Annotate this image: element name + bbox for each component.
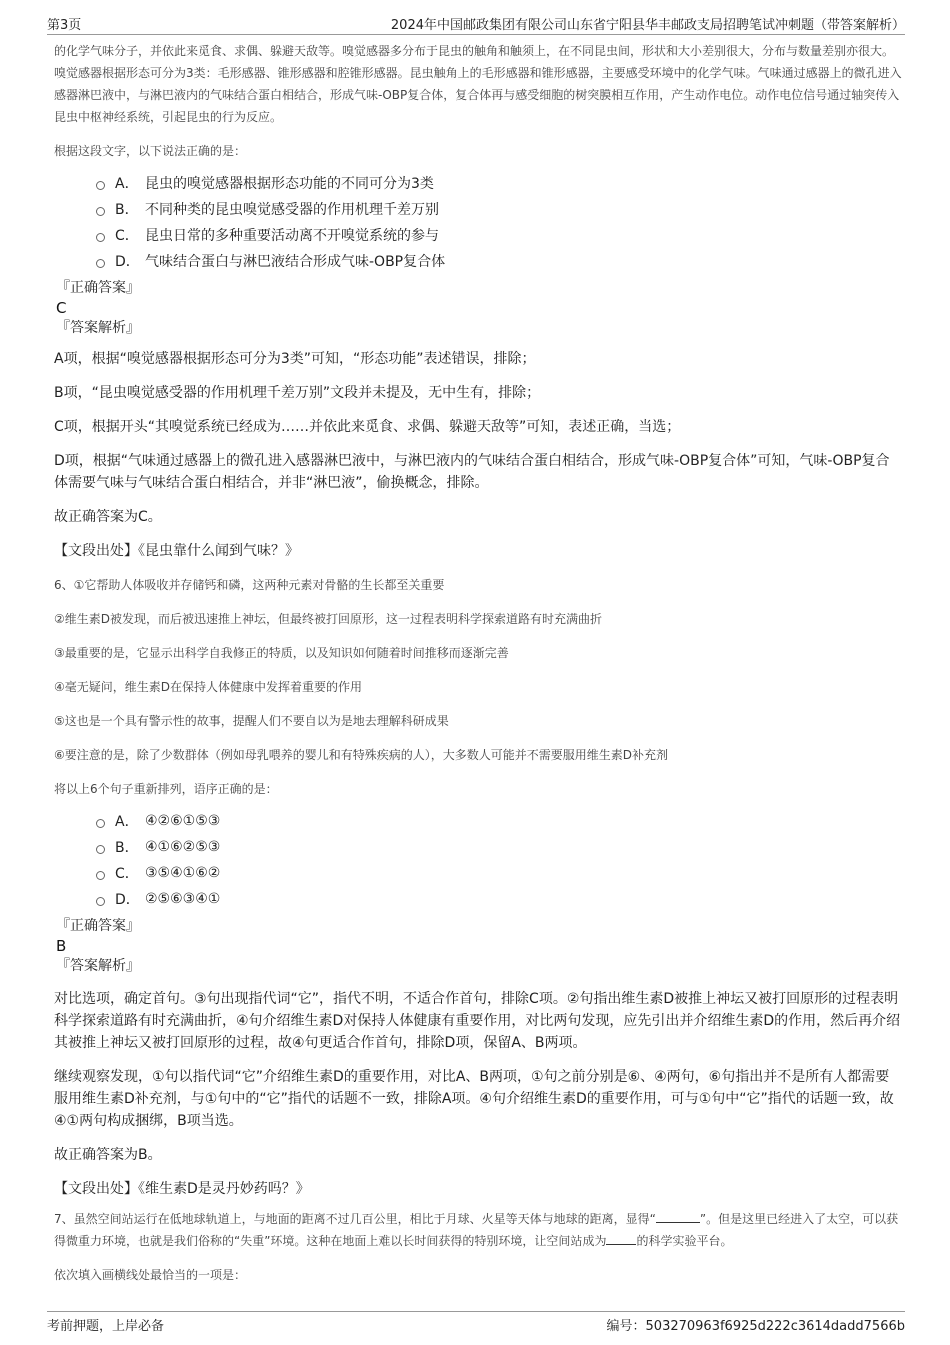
- radio-icon[interactable]: [96, 207, 105, 216]
- q6-sentence-2: ②维生素D被发现，而后被迅速推上神坛，但最终被打回原形，这一过程表明科学探索道路有时充满曲折: [54, 612, 603, 626]
- document-code: 编号：503270963f6925d222c3614dadd7566b: [606, 1319, 905, 1334]
- q5-option-c[interactable]: [96, 222, 902, 248]
- q6-sentence-6: ⑥要注意的是，除了少数群体（例如母乳喂养的婴儿和有特殊疾病的人），大多数人可能并不需要服用维生素D补充剂: [54, 748, 669, 762]
- blank-line-1: [656, 1208, 700, 1223]
- q5-conclusion: 故正确答案为C。: [54, 509, 162, 525]
- q6-source: 【文段出处】《维生素D是灵丹妙药吗？》: [54, 1181, 310, 1197]
- q6-option-a[interactable]: [96, 808, 902, 834]
- option-text: ③⑤④①⑥②: [145, 865, 221, 881]
- q6-answer-label: 『正确答案』: [56, 918, 140, 934]
- q5-options: [96, 170, 902, 274]
- q6-sentence-3: ③最重要的是，它显示出科学自我修正的特质，以及知识如何随着时间推移而逐渐完善: [54, 646, 509, 660]
- option-letter: C．: [115, 228, 139, 244]
- q6-analysis-label: 『答案解析』: [56, 958, 140, 974]
- q5-analysis-c: C项，根据开头“其嗅觉系统已经成为……并依此来觅食、求偶、躲避天敌等”可知，表述正确，当选；: [54, 419, 681, 435]
- page-number: 第3页: [47, 18, 82, 33]
- option-letter: A．: [115, 814, 139, 830]
- q5-analysis-a: A项，根据“嗅觉感器根据形态可分为3类”可知，“形态功能”表述错误，排除；: [54, 351, 536, 367]
- radio-icon[interactable]: [96, 233, 105, 242]
- q6-option-b[interactable]: [96, 834, 902, 860]
- document-title: 2024年中国邮政集团有限公司山东省宁阳县华丰邮政支局招聘笔试冲刺题（带答案解析）: [390, 18, 905, 33]
- option-text: 昆虫的嗅觉感器根据形态功能的不同可分为3类: [145, 176, 434, 192]
- radio-icon[interactable]: [96, 259, 105, 268]
- radio-icon[interactable]: [96, 897, 105, 906]
- option-text: ④②⑥①⑤③: [145, 813, 221, 829]
- q6-sentence-5: ⑤这也是一个具有警示性的故事，提醒人们不要自以为是地去理解科研成果: [54, 714, 449, 728]
- q6-answer: B: [56, 937, 67, 955]
- q5-source: 【文段出处】《昆虫靠什么闻到气味？》: [54, 543, 299, 559]
- option-letter: A．: [115, 176, 139, 192]
- q6-sentence-1: 6、①它帮助人体吸收并存储钙和磷，这两种元素对骨骼的生长都至关重要: [54, 578, 445, 592]
- radio-icon[interactable]: [96, 845, 105, 854]
- q7-stem: [54, 1208, 902, 1252]
- page-footer: [47, 1311, 905, 1334]
- option-letter: C．: [115, 866, 139, 882]
- radio-icon[interactable]: [96, 819, 105, 828]
- document-body: [54, 40, 902, 1286]
- q7-stem-part3: 的科学实验平台。: [636, 1234, 733, 1248]
- option-text: ④①⑥②⑤③: [145, 839, 221, 855]
- q6-option-c[interactable]: [96, 860, 902, 886]
- q6-analysis-2: 继续观察发现，①句以指代词“它”介绍维生素D的重要作用，对比A、B两项，①句之前分别是⑥、④两句，⑥句指出并不是所有人都需要服用维生素D补充剂，与①句中的“它”指代的话题不一致，排除A项。④句介绍维生素D的重要作用，可与①句中“它”指代的话题一致，故④①两句构成捆绑，B项当选。: [54, 1069, 894, 1129]
- q5-option-d[interactable]: [96, 248, 902, 274]
- q5-question: 根据这段文字，以下说法正确的是：: [54, 144, 247, 158]
- q5-answer: C: [56, 299, 67, 317]
- blank-line-2: [606, 1230, 636, 1245]
- q5-passage: 的化学气味分子，并依此来觅食、求偶、躲避天敌等。嗅觉感器多分布于昆虫的触角和触须上，在不同昆虫间，形状和大小差别很大，分布与数量差别亦很大。嗅觉感器根据形态可分为3类：毛形感器、锥形感器和腔锥形感器。昆虫触角上的毛形感器和锥形感器，主要感受环境中的化学气味。气味通过感器上的微孔进入感器淋巴液中，与淋巴液内的气味结合蛋白相结合，形成气味-OBP复合体，复合体再与感受细胞的树突膜相互作用，产生动作电位。动作电位信号通过轴突传入昆虫中枢神经系统，引起昆虫的行为反应。: [54, 44, 902, 124]
- q6-sentence-4: ④毫无疑问，维生素D在保持人体健康中发挥着重要的作用: [54, 680, 363, 694]
- q7-stem-part1: 7、虽然空间站运行在低地球轨道上，与地面的距离不过几百公里，相比于月球、火星等天体与地球的距离，显得“: [54, 1212, 656, 1226]
- q5-analysis-d: D项，根据“气味通过感器上的微孔进入感器淋巴液中，与淋巴液内的气味结合蛋白相结合，形成气味-OBP复合体”可知，气味-OBP复合体需要气味与气味结合蛋白相结合，并非“淋巴液”，偷换概念，排除。: [54, 453, 890, 491]
- option-letter: B．: [115, 840, 139, 856]
- q5-analysis-label: 『答案解析』: [56, 320, 140, 336]
- q7-question: 依次填入画横线处最恰当的一项是：: [54, 1268, 247, 1282]
- option-text: 昆虫日常的多种重要活动离不开嗅觉系统的参与: [145, 228, 439, 244]
- q6-conclusion: 故正确答案为B。: [54, 1147, 162, 1163]
- q7-stem-part2: ”。但是这里已经进入了太空，可以获得微重力环境，也就是我们俗称的“失重”环境。这种在地面上难以长时间获得的特别环境，让空间站成为: [54, 1212, 899, 1248]
- option-text: 不同种类的昆虫嗅觉感受器的作用机理千差万别: [145, 202, 439, 218]
- option-letter: D．: [115, 254, 140, 270]
- q5-option-b[interactable]: [96, 196, 902, 222]
- q6-options: [96, 808, 902, 912]
- q5-option-a[interactable]: [96, 170, 902, 196]
- q6-question: 将以上6个句子重新排列，语序正确的是：: [54, 782, 278, 796]
- q5-answer-label: 『正确答案』: [56, 280, 140, 296]
- option-text: ②⑤⑥③④①: [145, 891, 221, 907]
- page-header: [47, 12, 905, 35]
- radio-icon[interactable]: [96, 181, 105, 190]
- footer-slogan: 考前押题，上岸必备: [47, 1319, 165, 1334]
- q5-analysis-b: B项，“昆虫嗅觉感受器的作用机理千差万别”文段并未提及，无中生有，排除；: [54, 385, 541, 401]
- radio-icon[interactable]: [96, 871, 105, 880]
- option-letter: D．: [115, 892, 140, 908]
- option-text: 气味结合蛋白与淋巴液结合形成气味-OBP复合体: [145, 254, 446, 270]
- option-letter: B．: [115, 202, 139, 218]
- q6-analysis-1: 对比选项，确定首句。③句出现指代词“它”，指代不明，不适合作首句，排除C项。②句指出维生素D被推上神坛又被打回原形的过程表明科学探索道路有时充满曲折，④句介绍维生素D对保持人体健康有重要作用，对比两句发现，应先引出并介绍维生素D的作用，然后再介绍其被推上神坛又被打回原形的过程，故④句更适合作首句，排除D项，保留A、B两项。: [54, 991, 901, 1051]
- q6-option-d[interactable]: [96, 886, 902, 912]
